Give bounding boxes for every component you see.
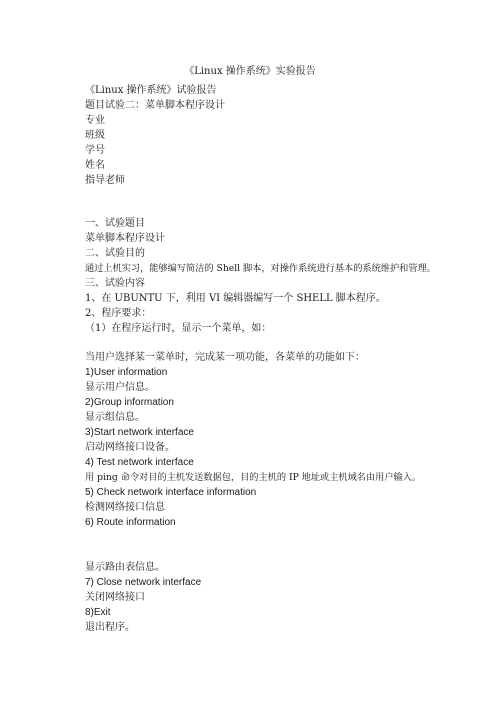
experiment-title: 题目试验二：菜单脚本程序设计 xyxy=(85,100,225,111)
menu-item-1-desc: 显示用户信息。 xyxy=(85,382,155,393)
page-header-title: 《Linux 操作系统》实验报告 xyxy=(184,66,316,77)
major-label: 专业 xyxy=(85,115,105,126)
menu-item-2-desc: 显示组信息。 xyxy=(85,412,145,423)
menu-item-5-desc: 检测网络接口信息 xyxy=(85,502,165,513)
menu-item-5-title: 5) Check network interface information xyxy=(85,487,257,498)
section-3-item-2: 2、程序要求： xyxy=(85,308,152,319)
menu-item-4-desc: 用 ping 命令对目的主机发送数据包，目的主机的 IP 地址或主机域名由用户输入。 xyxy=(85,472,422,483)
section-2-heading: 二、试验目的 xyxy=(85,248,145,259)
section-2-body: 通过上机实习，能够编写简洁的 Shell 脚本，对操作系统进行基本的系统维护和管理。 xyxy=(85,263,436,274)
menu-item-7-title: 7) Close network interface xyxy=(85,577,202,588)
section-3-item-1: 1、在 UBUNTU 下，利用 VI 编辑器编写一个 SHELL 脚本程序。 xyxy=(85,293,386,304)
spacer xyxy=(85,336,465,350)
menu-item-6-title: 6) Route information xyxy=(85,517,176,528)
section-3-item-2-sub-1: （1）在程序运行时，显示一个菜单，如： xyxy=(85,323,272,334)
menu-item-8-desc: 退出程序。 xyxy=(85,622,135,633)
class-label: 班级 xyxy=(85,130,105,141)
name-label: 姓名 xyxy=(85,160,105,171)
menu-item-8-title: 8)Exit xyxy=(85,607,111,618)
section-3-heading: 三、试验内容 xyxy=(85,278,145,289)
section-1-body: 菜单脚本程序设计 xyxy=(85,233,165,244)
spacer xyxy=(85,530,465,560)
menu-item-7-desc: 关闭网络接口 xyxy=(85,592,145,603)
report-title: 《Linux 操作系统》试验报告 xyxy=(85,85,217,96)
spacer xyxy=(85,188,465,216)
advisor-label: 指导老师 xyxy=(85,175,125,186)
document-body xyxy=(85,83,465,635)
menu-item-6-desc: 显示路由表信息。 xyxy=(85,562,165,573)
student-id-label: 学号 xyxy=(85,145,105,156)
menu-item-1-title: 1)User information xyxy=(85,367,168,378)
section-1-heading: 一、试验题目 xyxy=(85,218,145,229)
menu-item-4-title: 4) Test network interface xyxy=(85,457,194,468)
menu-item-3-title: 3)Start network interface xyxy=(85,427,194,438)
menu-item-2-title: 2)Group information xyxy=(85,397,174,408)
menu-intro: 当用户选择某一菜单时，完成某一项功能，各菜单的功能如下： xyxy=(85,352,365,363)
menu-item-3-desc: 启动网络接口设备。 xyxy=(85,442,175,453)
